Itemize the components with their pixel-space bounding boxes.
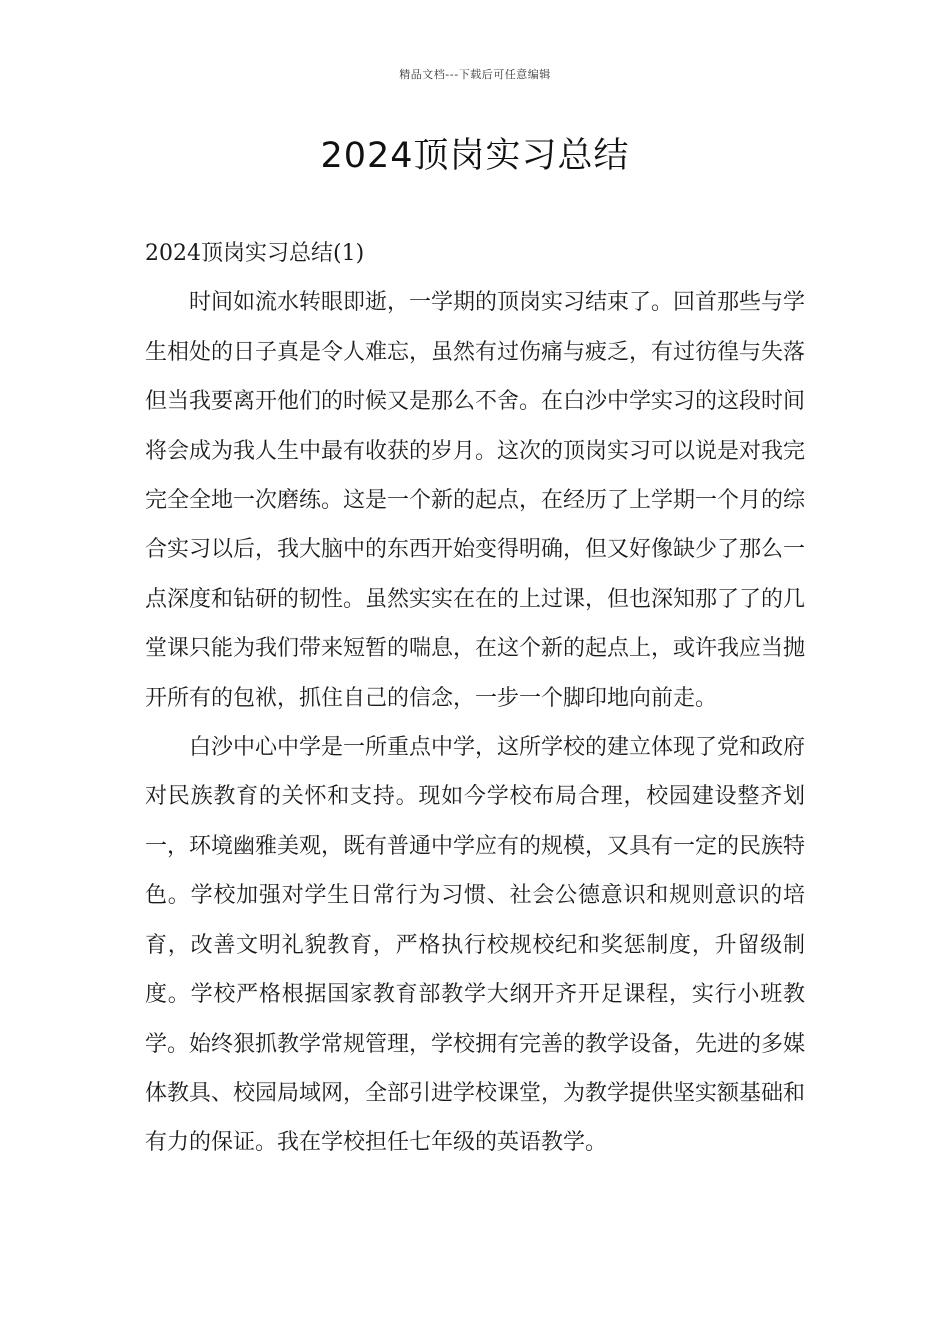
section-heading: 2024顶岗实习总结(1) [145, 241, 365, 266]
header-note: 精品文档---下载后可任意编辑 [399, 68, 551, 81]
document-body [145, 229, 805, 1168]
paragraph: 白沙中心中学是一所重点中学，这所学校的建立体现了党和政府对民族教育的关怀和支持。现如今学校布局合理，校园建设整齐划一，环境幽雅美观，既有普通中学应有的规模，又具有一定的民族特色。学校加强对学生日常行为习惯、社会公德意识和规则意识的培育，改善文明礼貌教育，严格执行校规校纪和奖惩制度，升留级制度。学校严格根据国家教育部教学大纲开齐开足课程，实行小班教学。始终狠抓教学常规管理，学校拥有完善的教学设备，先进的多媒体教具、校园局域网，全部引进学校课堂，为教学提供坚实额基础和有力的保证。我在学校担任七年级的英语教学。 [145, 735, 806, 1156]
paragraph: 时间如流水转眼即逝，一学期的顶岗实习结束了。回首那些与学生相处的日子真是令人难忘，虽然有过伤痛与疲乏，有过彷徨与失落但当我要离开他们的时候又是那么不舍。在白沙中学实习的这段时间将会成为我人生中最有收获的岁月。这次的顶岗实习可以说是对我完完全全地一次磨练。这是一个新的起点，在经历了上学期一个月的综合实习以后，我大脑中的东西开始变得明确，但又好像缺少了那么一点深度和钻研的韧性。虽然实实在在的上过课，但也深知那了了的几堂课只能为我们带来短暂的喘息，在这个新的起点上，或许我应当抛开所有的包袱，抓住自己的信念，一步一个脚印地向前走。 [145, 290, 806, 711]
document-title: 2024顶岗实习总结 [320, 136, 630, 176]
